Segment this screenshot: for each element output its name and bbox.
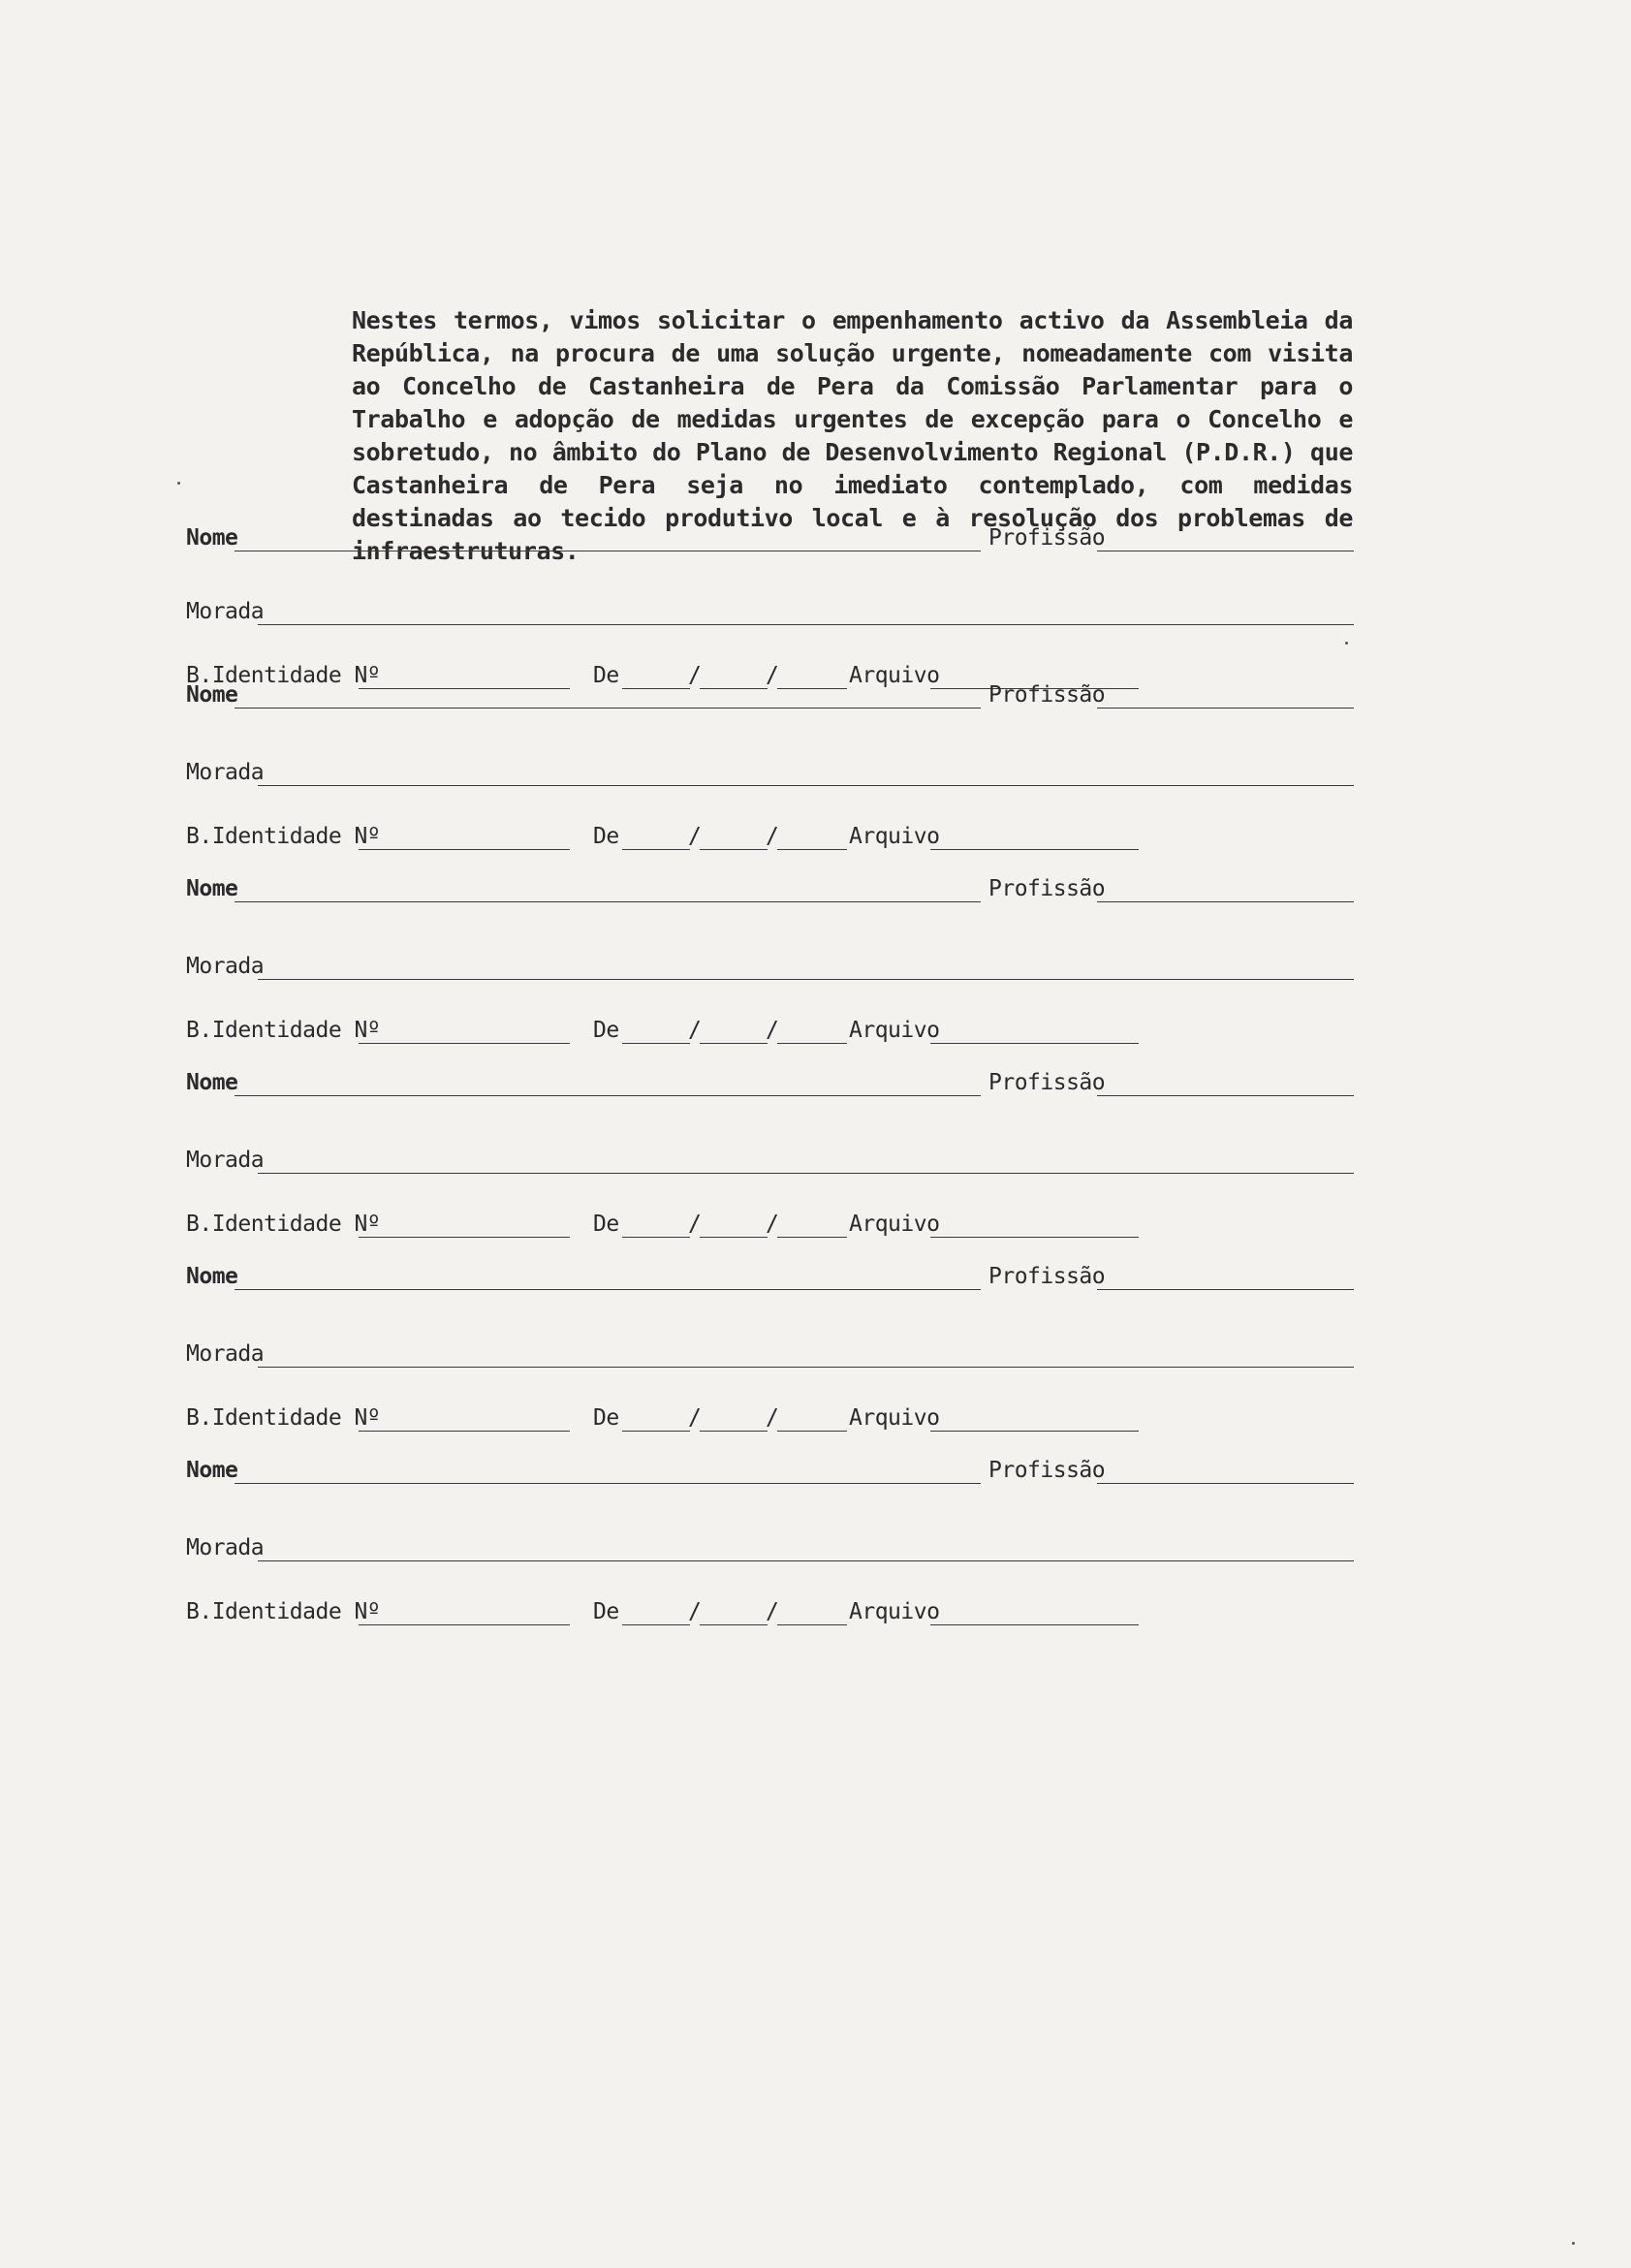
archive-label: Arquivo: [849, 1405, 940, 1431]
archive-field[interactable]: [930, 1043, 1139, 1044]
form-row: [0, 872, 1631, 905]
id-card-label: B.Identidade Nº: [186, 1405, 381, 1431]
issued-day-field[interactable]: [622, 849, 690, 850]
date-separator: /: [766, 824, 779, 849]
form-row: [0, 1454, 1631, 1487]
form-row: [0, 950, 1631, 983]
issued-label: De: [593, 1405, 619, 1431]
form-row: [0, 521, 1631, 554]
address-field[interactable]: [258, 1173, 1354, 1174]
name-field[interactable]: [235, 1483, 981, 1484]
issued-month-field[interactable]: [700, 1431, 768, 1432]
address-label: Morada: [186, 954, 265, 979]
profession-label: Profissão: [988, 876, 1106, 901]
address-field[interactable]: [258, 979, 1354, 980]
issued-label: De: [593, 663, 619, 688]
issued-year-field[interactable]: [777, 1624, 847, 1625]
profession-field[interactable]: [1097, 1483, 1354, 1484]
form-row: [0, 595, 1631, 628]
issued-year-field[interactable]: [777, 849, 847, 850]
id-card-field[interactable]: [359, 1237, 570, 1238]
speck: [177, 482, 180, 485]
archive-field[interactable]: [930, 1624, 1139, 1625]
archive-field[interactable]: [930, 1237, 1139, 1238]
date-separator: /: [688, 824, 702, 849]
issued-label: De: [593, 1599, 619, 1624]
form-row: [0, 1402, 1631, 1434]
form-row: [0, 1260, 1631, 1293]
id-card-label: B.Identidade Nº: [186, 1018, 381, 1043]
date-separator: /: [688, 1212, 702, 1237]
speck: [1572, 2242, 1575, 2245]
id-card-field[interactable]: [359, 1431, 570, 1432]
archive-label: Arquivo: [849, 1599, 940, 1624]
address-label: Morada: [186, 1535, 265, 1560]
archive-label: Arquivo: [849, 1018, 940, 1043]
name-field[interactable]: [235, 708, 981, 709]
issued-year-field[interactable]: [777, 1237, 847, 1238]
name-label: Nome: [186, 1458, 238, 1483]
address-label: Morada: [186, 1148, 265, 1173]
name-label: Nome: [186, 1070, 238, 1095]
profession-field[interactable]: [1097, 1289, 1354, 1290]
profession-label: Profissão: [988, 525, 1106, 551]
form-row: [0, 1208, 1631, 1241]
issued-month-field[interactable]: [700, 849, 768, 850]
id-card-field[interactable]: [359, 849, 570, 850]
id-card-field[interactable]: [359, 1043, 570, 1044]
profession-field[interactable]: [1097, 708, 1354, 709]
form-row: [0, 1144, 1631, 1177]
id-card-label: B.Identidade Nº: [186, 663, 381, 688]
issued-month-field[interactable]: [700, 1624, 768, 1625]
issued-month-field[interactable]: [700, 1237, 768, 1238]
address-field[interactable]: [258, 1560, 1354, 1561]
issued-label: De: [593, 1212, 619, 1237]
address-field[interactable]: [258, 624, 1354, 625]
form-row: [0, 1531, 1631, 1564]
issued-day-field[interactable]: [622, 1043, 690, 1044]
profession-label: Profissão: [988, 1458, 1106, 1483]
id-card-label: B.Identidade Nº: [186, 1599, 381, 1624]
profession-field[interactable]: [1097, 901, 1354, 902]
form-row: [0, 1066, 1631, 1099]
issued-year-field[interactable]: [777, 1043, 847, 1044]
address-field[interactable]: [258, 1367, 1354, 1368]
profession-label: Profissão: [988, 682, 1106, 708]
name-field[interactable]: [235, 901, 981, 902]
form-row: [0, 1595, 1631, 1628]
intro-paragraph: Nestes termos, vimos solicitar o empenhamento activo da Assembleia da República, na procura de uma solução urgente, nomeadamente com visita ao Concelho de Castanheira de Pera da Comissão Parlamentar para o Trabalho e adopção de medidas urgentes de excepção para o Concelho e sobretudo, no âmbito do Plano de Desenvolvimento Regional (P.D.R.) que Castanheira de Pera seja no imediato contemplado, com medidas destinadas ao tecido produtivo local e à resolução dos problemas de infraestruturas.: [352, 306, 1353, 565]
date-separator: /: [688, 663, 702, 688]
date-separator: /: [688, 1018, 702, 1043]
name-field[interactable]: [235, 1095, 981, 1096]
issued-label: De: [593, 1018, 619, 1043]
date-separator: /: [766, 1018, 779, 1043]
archive-label: Arquivo: [849, 1212, 940, 1237]
archive-field[interactable]: [930, 1431, 1139, 1432]
date-separator: /: [766, 1599, 779, 1624]
address-label: Morada: [186, 760, 265, 785]
name-label: Nome: [186, 876, 238, 901]
speck: [1345, 642, 1348, 645]
name-label: Nome: [186, 1264, 238, 1289]
issued-day-field[interactable]: [622, 1431, 690, 1432]
profession-label: Profissão: [988, 1264, 1106, 1289]
form-row: [0, 678, 1631, 711]
date-separator: /: [688, 1599, 702, 1624]
date-separator: /: [766, 663, 779, 688]
name-field[interactable]: [235, 1289, 981, 1290]
archive-field[interactable]: [930, 849, 1139, 850]
form-row: [0, 1338, 1631, 1370]
id-card-field[interactable]: [359, 1624, 570, 1625]
form-row: [0, 756, 1631, 789]
name-label: Nome: [186, 682, 238, 708]
address-label: Morada: [186, 599, 265, 624]
issued-year-field[interactable]: [777, 1431, 847, 1432]
name-label: Nome: [186, 525, 238, 551]
address-field[interactable]: [258, 785, 1354, 786]
address-label: Morada: [186, 1341, 265, 1367]
date-separator: /: [766, 1405, 779, 1431]
form-row: [0, 1014, 1631, 1047]
issued-day-field[interactable]: [622, 1624, 690, 1625]
date-separator: /: [766, 1212, 779, 1237]
id-card-label: B.Identidade Nº: [186, 824, 381, 849]
profession-label: Profissão: [988, 1070, 1106, 1095]
date-separator: /: [688, 1405, 702, 1431]
issued-day-field[interactable]: [622, 1237, 690, 1238]
id-card-label: B.Identidade Nº: [186, 1212, 381, 1237]
profession-field[interactable]: [1097, 1095, 1354, 1096]
form-row: [0, 820, 1631, 853]
archive-label: Arquivo: [849, 663, 940, 688]
issued-month-field[interactable]: [700, 1043, 768, 1044]
archive-label: Arquivo: [849, 824, 940, 849]
issued-label: De: [593, 824, 619, 849]
